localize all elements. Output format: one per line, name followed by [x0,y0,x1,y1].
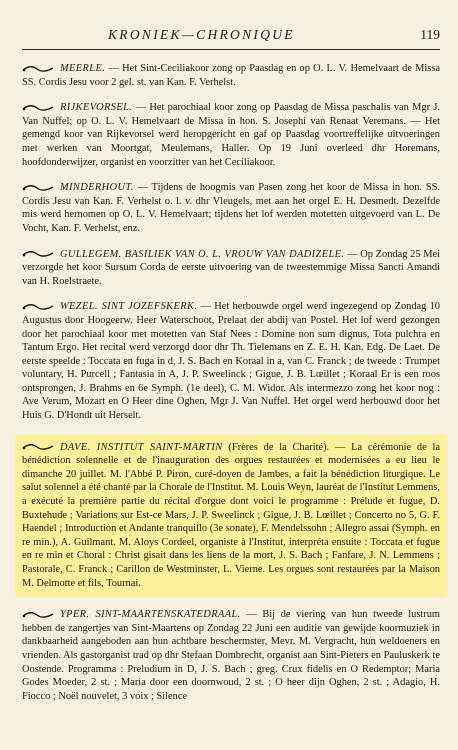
entry-dave-highlighted [15,435,447,598]
entry-rijkevorsel [22,101,440,169]
entry-minderhout [22,181,440,235]
page-number: 119 [420,27,440,42]
entry-heading: MEERLE. [60,63,106,74]
entry-text: — Het parochiaal koor zong op Paasdag de Missa paschalis van Mgr J. Van Nuffel; op O. L. V. Hemelvaart de Missa in hon. S. Josephi van Renaat Veremans. — Het gemengd koor van Rijkevorsel werd heropgericht en gaf op Paasdag voortreffelijke uitvoeringen met werken van Moortgat, Meulemans, Haller. Op 19 Juni overleed dhr Horemans, hoofdonderwijzer, organist en voorzitter van het Ceciliakoor. [22,102,440,168]
entry-yper [22,608,440,703]
entry-text: — Op Zondag 25 Mei verzorgde het koor Sursum Corda de eerste uitvoering van de tweestemmige Missa Sancti Amandi van H. Roelstraete. [22,248,440,287]
ornament-swash-icon [22,303,54,311]
ornament-swash-icon [22,184,54,192]
entry-text: — Het herbouwde orgel werd ingezegend op Zondag 10 Augustus door Hoogeerw. Heer Waterschoot, Prelaat der abdij van Postel. Het lof werd gezongen door het parochiaal koor met motetten van Staf Nees : Domine non sum dignus, Tota pulchra en Tantum Ergo. Het recital werd verzorgd door dhr Th. Tielemans en Z. E. H. Kan. Edg. De Laet. De eerste speelde : Toccata en fuga in d, J. S. Bach en Koraal in a, van C. Franck ; de tweede : Trumpet voluntary, H. Purcell ; Fantasia in A, J. P. Sweelinck ; Gigue, J. B. Lœillet ; Koraal Er is een roos ontsprongen, J. Brahms en 6e Symph. (1e deel), C. M. Widor. Als intermezzo zong het koor nog : Ave Verum, Mozart en O Heer dine Oghen, Mgr J. Van Nuffel. Het orgel werd herbouwd door het Huis G. D'Hondt uit Herselt. [22,301,441,422]
ornament-swash-icon [22,65,54,73]
entry-heading: GULLEGEM. BASILIEK VAN O. L. VROUW VAN DADIZELE. [60,248,345,260]
entry-heading: RIJKEVORSEL. [60,102,133,114]
ornament-swash-icon [22,611,54,619]
entry-text: — Het Sint-Ceciliakoor zong op Paasdag en op O. L. V. Hemelvaart de Missa SS. Cordis Jesu voor 2 gel. st. van Kan. F. Verhelst. [22,63,440,88]
entry-heading: MINDERHOUT. [60,182,134,194]
ornament-swash-icon [22,443,54,451]
running-header [22,0,440,43]
header-rule [22,49,440,50]
entry-heading: YPER. SINT-MAARTENSKATEDRAAL. [60,609,241,621]
entry-heading: WEZEL. SINT JOZEFSKERK. [60,301,198,313]
ornament-swash-icon [22,104,54,112]
entry-meerle [22,62,440,89]
entry-wezel [22,300,440,422]
entry-heading-extra: (Frères de la Charité). [222,441,330,453]
chronicle-entries [22,62,440,703]
running-title: KRONIEK—CHRONIQUE [108,27,295,42]
entry-text: — Tijdens de hoogmis van Pasen zong het koor de Missa in hon. SS. Cordis Jesu van Kan. F. Verhelst o. l. v. dhr Vleugels, met aan het orgel E. H. Desmedt. Dezelfde mis werd hernomen op O. L. V. Hemelvaart; tijdens het lof werden motetten uitgevoerd van L. De Vocht, Kan. F. Verhelst, enz. [22,182,440,234]
entry-text: — Bij de viering van hun tweede lustrum hebben de zangertjes van Sint-Maartens op Zondag 22 Juni een auditie van gewijde koormuziek in dankbaarheid aangeboden aan hun achtbare beschermster, Mevr. M. Vergracht, hun weldoeners en vrienden. Als gastorganist trad op dhr Stefaan Dombrecht, organist aan Sint-Pieters en Pauluskerk te Oostende. Programma : Preludium in D, J. S. Bach ; greg. Crux fidelis en O Redemptor; Maria Godes Moeder, 2 st. ; Maria door een doornwoud, 2 st. ; O heer dijn Oghen, 2 st. ; Adagio, H. Fiocco ; Noël nouvelet, 3 voix ; Silence [22,609,440,702]
entry-text: — La cérémonie de la bénédiction solennelle et de l'inauguration des orgues restaurées et modernisées a eu lieu le dimanche 20 juillet. M. l'Abbé P. Piron, curé-doyen de Jambes, a fait la bénédiction liturgique. Le salut solennel a été chanté par la Chorale de l'Institut. M. Louis Weyn, lauréat de l'Institut Lemmens, a exécuté la première partie du récital d'orgue dont voici le programme : Prélude et fugue, D. Buxtehude ; Variations sur Est-ce Mars, J. P. Sweelinck ; Gigue, J. B. Lœillet ; Concerto no 5, G. F. Haendel ; Introduction et Andante tranquillo (3e sonate), F. Mendelssohn ; Allegro assai (Symph. en re min.), A. Guilmant. M. Aloys Cordeel, organiste à l'Institut, interpréta ensuite : Toccata et fugue en re min et Choral : Christ gisait dans les liens de la mort, J. S. Bach ; Fanfare, J. N. Lemmens ; Pastorale, C. Franck ; Carillon de Westminster, L. Vierne. Les orgues sont restaurées par la Maison M. Delmotte et fils, Tournai. [22,441,440,589]
ornament-swash-icon [22,250,54,258]
entry-gullegem [22,248,440,289]
entry-heading: DAVE. INSTITUT SAINT-MARTIN [60,441,223,453]
